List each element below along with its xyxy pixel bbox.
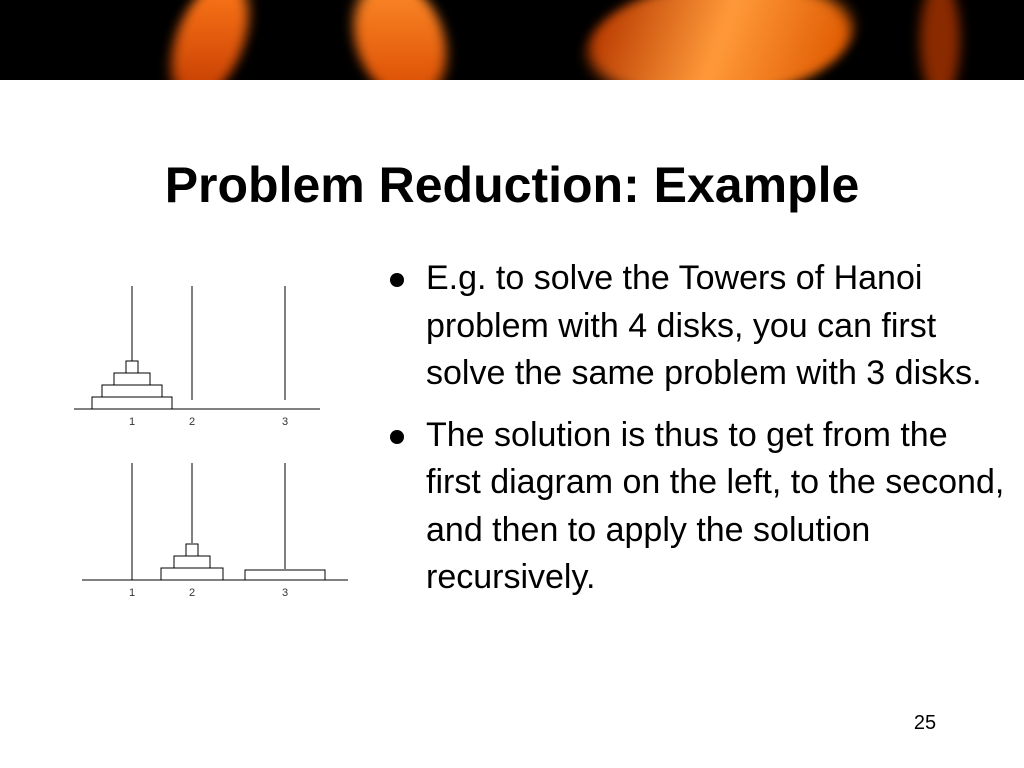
peg-label: 3 xyxy=(281,416,289,428)
bullet-item xyxy=(388,412,1008,602)
flame-shape xyxy=(344,0,455,80)
slide-title: Problem Reduction: Example xyxy=(164,157,860,213)
flame-shape xyxy=(159,0,261,80)
peg-label: 1 xyxy=(128,587,136,599)
flame-shape xyxy=(568,0,872,80)
disk-4 xyxy=(245,570,325,580)
page-number: 25 xyxy=(913,712,937,734)
peg-label: 1 xyxy=(128,416,136,428)
flame-shape xyxy=(920,0,960,80)
peg-label: 2 xyxy=(188,587,196,599)
disk-4 xyxy=(92,397,172,409)
disk-1 xyxy=(186,544,198,556)
disk-1 xyxy=(126,361,138,373)
bullet-text: The solution is thus to get from the first diagram on the left, to the second, and then to apply the solution recursively. xyxy=(426,415,1005,596)
hanoi-diagram-intermediate xyxy=(70,460,350,605)
bullet-list xyxy=(388,255,1008,616)
bullet-dot-icon xyxy=(390,273,404,287)
bullet-text: E.g. to solve the Towers of Hanoi problem with 4 disks, you can first solve the same problem with 3 disks. xyxy=(426,259,982,392)
hanoi-diagram-initial xyxy=(70,283,330,433)
disk-2 xyxy=(114,373,150,385)
disk-3 xyxy=(102,385,162,397)
disk-3 xyxy=(161,568,223,580)
disk-2 xyxy=(174,556,210,568)
bullet-item xyxy=(388,255,1008,398)
peg-label: 2 xyxy=(188,416,196,428)
peg-label: 3 xyxy=(281,587,289,599)
flame-banner xyxy=(0,0,1024,80)
bullet-dot-icon xyxy=(390,430,404,444)
